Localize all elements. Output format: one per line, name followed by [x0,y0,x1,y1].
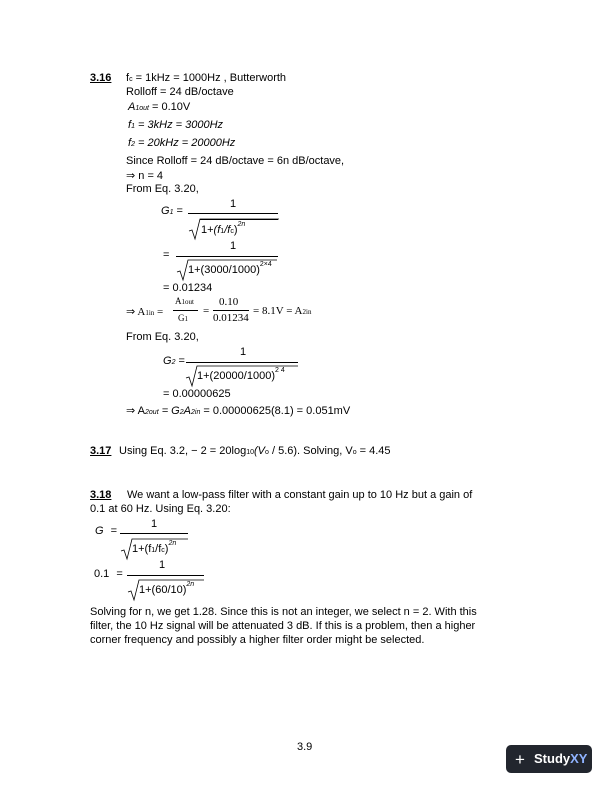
p318-fraction-bar-2 [127,575,204,576]
p318-denominator: $1+(f1/fc)^{2n}$ [132,540,177,555]
a1in-numerator-value: 0.10 [219,296,239,308]
g2-fraction-bar [186,362,298,363]
p318-denominator-2: $1+(60/10)^{2n}$ [139,581,195,596]
a1in-equals-2: = [203,305,210,317]
subst-fraction-bar [176,256,278,257]
n-equals-line: ⇒ n = 4 [126,170,164,182]
f2-line: f2 = 20kHz = 20000Hz [128,137,236,149]
p318-numerator-2: 1 [159,559,166,571]
g1-result: = 0.01234 [163,282,213,294]
logo-text: StudyXY [534,751,588,766]
a1in-denominator-value: 0.01234 [213,312,249,324]
a1in-fraction-bar [173,310,198,311]
problem-number-3-17: 3.17 [90,445,112,457]
p318-solve-2: filter, the 10 Hz signal will be attenuated 3 dB. If this is a problem, then a higher [90,620,476,632]
p318-lhs-2: 0.1 = [94,568,123,580]
p318-numerator: 1 [151,518,158,530]
problem-number-3-16: 3.16 [90,72,112,84]
a1out-line: A1out = 0.10V [128,101,191,113]
subst-denominator: $1+(3000/1000)^{2\times 4}$ [188,261,272,276]
a1in-denominator: G1 [178,313,188,323]
subst-equals: = [163,249,170,261]
subst-numerator: 1 [230,240,237,252]
p318-line-1: We want a low-pass filter with a constant gain up to 10 Hz but a gain of [127,489,473,501]
since-line: Since Rolloff = 24 dB/octave = 6n dB/octave, [126,155,345,167]
g2-numerator: 1 [240,346,247,358]
page-number: 3.9 [297,741,313,753]
g1-symbol: G1 = [161,205,183,217]
p318-fraction-bar [120,533,188,534]
g-symbol: G = [95,525,118,537]
sqrt-symbol [189,218,201,240]
studyxy-logo[interactable] [506,745,592,773]
problem-number-3-18: 3.18 [90,489,112,501]
g2-denominator: $1+(20000/1000)^{2 4}$ [197,367,285,382]
a1in-result: = 8.1V = A2in [253,305,312,317]
f1-line: f1 = 3kHz = 3000Hz [128,119,224,131]
p318-solve-1: Solving for n, we get 1.28. Since this is not an integer, we select n = 2. With this [90,606,477,618]
g2-result: = 0.00000625 [163,388,231,400]
p318-line-2: 0.1 at 60 Hz. Using Eq. 3.20: [90,503,231,515]
from-eq-line-2: From Eq. 3.20, [126,331,199,343]
rolloff-line: Rolloff = 24 dB/octave [126,86,234,98]
a2out-line: ⇒ A2out = G2A2in = 0.00000625(8.1) = 0.051mV [126,405,351,417]
a1in-lhs: ⇒ A1in = [126,306,164,318]
from-eq-line-1: From Eq. 3.20, [126,183,199,195]
g1-numerator: 1 [230,198,237,210]
a1in-numerator: A1out [175,296,194,306]
p317-text: Using Eq. 3.2, − 2 = 20log10(Vo / 5.6). Solving, Vo = 4.45 [119,445,391,457]
g1-fraction-bar [188,213,278,214]
sqrt-overbar [200,219,278,220]
g2-symbol: G2 = [163,355,185,367]
given-frequency: fc = 1kHz = 1000Hz , Butterworth [126,72,287,84]
a1in-value-fraction-bar [213,310,249,311]
g1-denominator: $1+(f1/fc)^{2n}$ [201,221,246,236]
plus-icon: + [515,750,525,769]
p318-solve-3: corner frequency and possibly a higher filter order might be selected. [90,634,425,646]
